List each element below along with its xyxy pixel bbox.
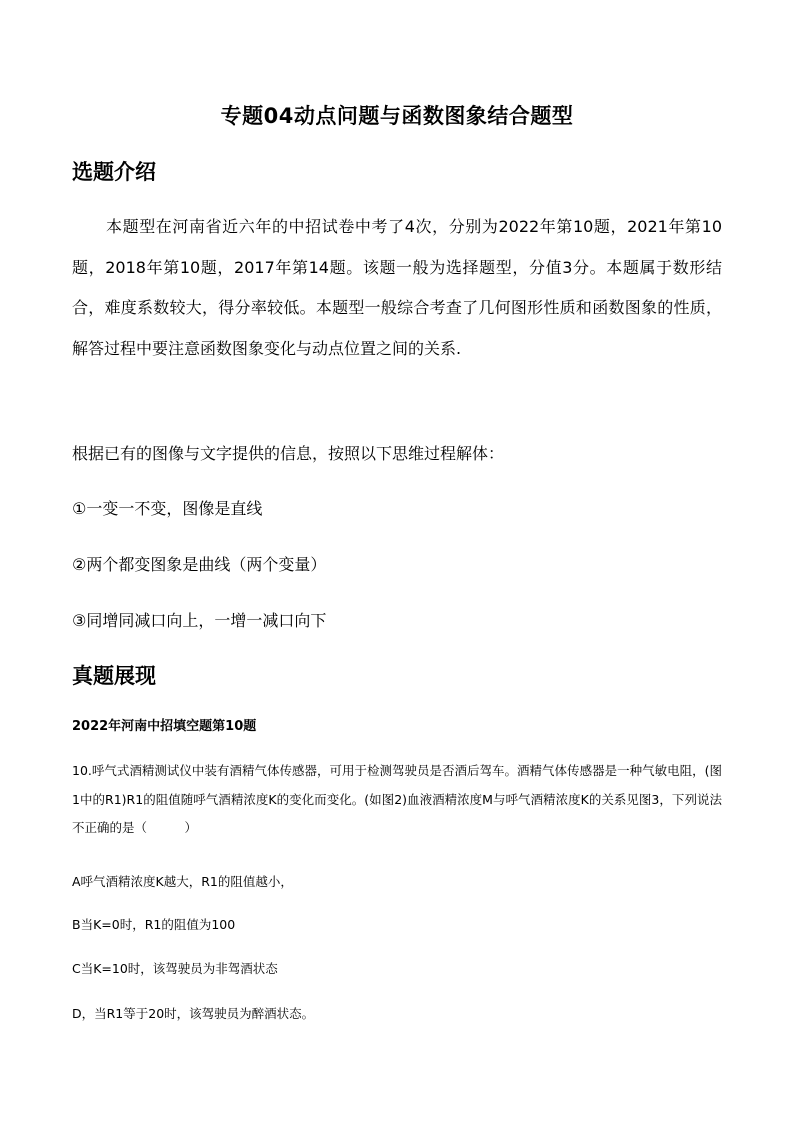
option-d: D，当R1等于20时，该驾驶员为醉酒状态。	[72, 1006, 315, 1021]
option-b: B当K=0时，R1的阻值为100	[72, 917, 236, 932]
intro-paragraph: 本题型在河南省近六年的中招试卷中考了4次，分别为2022年第10题，2021年第10题，2018年第10题，2017年第14题。该题一般为选择题型，分值3分。本题属于数形结合，难度系数较大，得分率较低。本题型一般综合考查了几何图形性质和函数图象的性质，解答过程中要注意函数图象变化与动点位置之间的关系.	[72, 217, 722, 358]
question-text: 10.呼气式酒精测试仪中装有酒精气体传感器，可用于检测驾驶员是否酒后驾车。酒精气体传感器是一种气敏电阻，(图1中的R1)R1的阻值随呼气酒精浓度K的变化而变化。(如图2)血液酒精浓度M与呼气酒精浓度K的关系见图3，下列说法不正确的是（ ）	[72, 763, 722, 835]
step-item: ①一变一不变，图像是直线	[72, 499, 263, 518]
exam-source-title: 2022年河南中招填空题第10题	[72, 719, 257, 734]
intro-heading: 选题介绍	[72, 160, 156, 184]
real-exam-heading: 真题展现	[72, 664, 156, 688]
method-intro: 根据已有的图像与文字提供的信息，按照以下思维过程解体：	[72, 444, 505, 463]
page-title: 专题04动点问题与函数图象结合题型	[220, 104, 574, 128]
step-item: ③同增同减口向上，一增一减口向下	[72, 611, 327, 630]
option-c: C当K=10时，该驾驶员为非驾酒状态	[72, 961, 278, 976]
option-a: A呼气酒精浓度K越大，R1的阻值越小，	[72, 874, 293, 889]
intro-paragraph-block	[72, 207, 722, 369]
step-item: ②两个都变图象是曲线（两个变量）	[72, 555, 327, 574]
